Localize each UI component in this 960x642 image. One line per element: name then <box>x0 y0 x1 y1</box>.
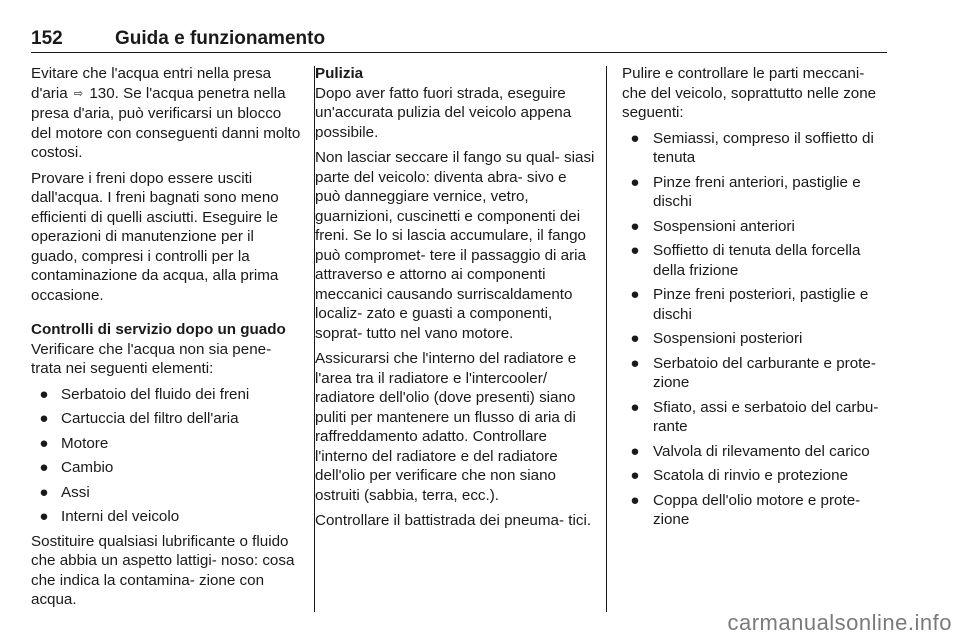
bullet-icon: ● <box>39 434 49 452</box>
bullet-icon: ● <box>39 508 49 525</box>
column-1 <box>31 64 303 616</box>
list-item: ● Scatola di rinvio e protezione <box>622 466 890 486</box>
list-item: ● Serbatoio del fluido dei freni <box>31 385 303 405</box>
bullet-icon: ● <box>630 442 640 460</box>
bullet-icon: ● <box>630 242 640 259</box>
column-3 <box>622 64 890 535</box>
list-item: ● Pinze freni anteriori, pastiglie e dischi <box>622 173 890 212</box>
paragraph: Provare i freni dopo essere usciti dall'acqua. I freni bagnati sono meno efficienti di quelli asciutti. Eseguire le operazioni di manutenzione per il guado, compresi i controlli per la contaminazione da acqua, alla prima occasione. <box>31 169 279 304</box>
column-divider <box>606 66 607 612</box>
bullet-icon: ● <box>39 483 49 501</box>
list-item: ● Cambio <box>31 458 303 478</box>
paragraph: Pulire e controllare le parti meccani‐ che del veicolo, soprattutto nelle zone seguenti: <box>622 65 877 121</box>
section-heading: Controlli di servizio dopo un guado <box>31 321 286 338</box>
watermark: carmanualsonline.info <box>727 610 952 635</box>
paragraph: Evitare che l'acqua entri nella presa d'aria ⇨ 130. Se l'acqua penetra nella presa d'aria, può verificarsi un blocco del motore con conseguenti danni molto costosi. <box>31 65 301 161</box>
bullet-icon: ● <box>630 330 640 347</box>
arrow-right-icon: ⇨ <box>73 87 84 100</box>
bullet-icon: ● <box>630 354 640 372</box>
bullet-icon: ● <box>630 398 640 416</box>
bullet-list <box>31 385 303 527</box>
bullet-icon: ● <box>630 491 640 509</box>
bullet-icon: ● <box>39 410 49 427</box>
section-heading: Pulizia <box>315 65 364 82</box>
bullet-icon: ● <box>39 459 49 476</box>
bullet-icon: ● <box>630 217 640 235</box>
paragraph: Assicurarsi che l'interno del radiatore e l'area tra il radiatore e l'intercooler/ radiatore dell'olio (dove presenti) siano puliti per mantenere un flusso di aria di raffreddamento adatto. Controllare l'interno del radiatore e del radiatore dell'olio per verificare che non siano ostruiti (sabbia, terra, ecc.). <box>315 350 577 504</box>
list-item: ● Assi <box>31 483 303 503</box>
page-header <box>31 28 887 52</box>
list-item: ● Semiassi, compreso il soffietto di tenuta <box>622 129 890 168</box>
bullet-icon: ● <box>39 385 49 403</box>
list-item: ● Sospensioni posteriori <box>622 329 890 349</box>
page-number: 152 <box>31 28 63 49</box>
list-item: ● Sfiato, assi e serbatoio del carbu‐ rante <box>622 398 890 437</box>
list-item: ● Motore <box>31 434 303 454</box>
list-item: ● Serbatoio del carburante e prote‐ zione <box>622 354 890 393</box>
list-item: ● Sospensioni anteriori <box>622 217 890 237</box>
list-item: ● Valvola di rilevamento del carico <box>622 442 890 462</box>
header-rule <box>31 52 887 53</box>
section-title: Guida e funzionamento <box>115 28 326 49</box>
bullet-icon: ● <box>630 286 640 303</box>
paragraph: Verificare che l'acqua non sia pene‐ trata nei seguenti elementi: <box>31 340 272 377</box>
paragraph: Controllare il battistrada dei pneuma‐ tici. <box>315 512 592 529</box>
list-item: ● Soffietto di tenuta della forcella della frizione <box>622 241 890 280</box>
bullet-icon: ● <box>630 467 640 484</box>
bullet-icon: ● <box>630 173 640 191</box>
list-item: ● Interni del veicolo <box>31 507 303 527</box>
list-item: ● Pinze freni posteriori, pastiglie e dischi <box>622 285 890 324</box>
paragraph: Dopo aver fatto fuori strada, eseguire un'accurata pulizia del veicolo appena possibile. <box>315 84 572 141</box>
paragraph: Non lasciar seccare il fango su qual‐ siasi parte del veicolo: diventa abra‐ sivo e può danneggiare vernice, vetro, guarnizioni, cuscinetti e componenti dei freni. Se lo si lascia accumulare, il fango può compromet‐ tere il passaggio di aria attraverso e attorno ai componenti meccanici causando surriscaldamento localiz‐ zato e guasti a componenti, soprat‐ tutto nel vano motore. <box>315 149 595 342</box>
paragraph: Sostituire qualsiasi lubrificante o fluido che abbia un aspetto lattigi‐ noso: cosa che indica la contamina‐ zione con acqua. <box>31 532 295 608</box>
bullet-icon: ● <box>630 129 640 147</box>
list-item: ● Cartuccia del filtro dell'aria <box>31 409 303 429</box>
bullet-list <box>622 129 890 530</box>
list-item: ● Coppa dell'olio motore e prote‐ zione <box>622 491 890 530</box>
column-2 <box>315 64 595 537</box>
